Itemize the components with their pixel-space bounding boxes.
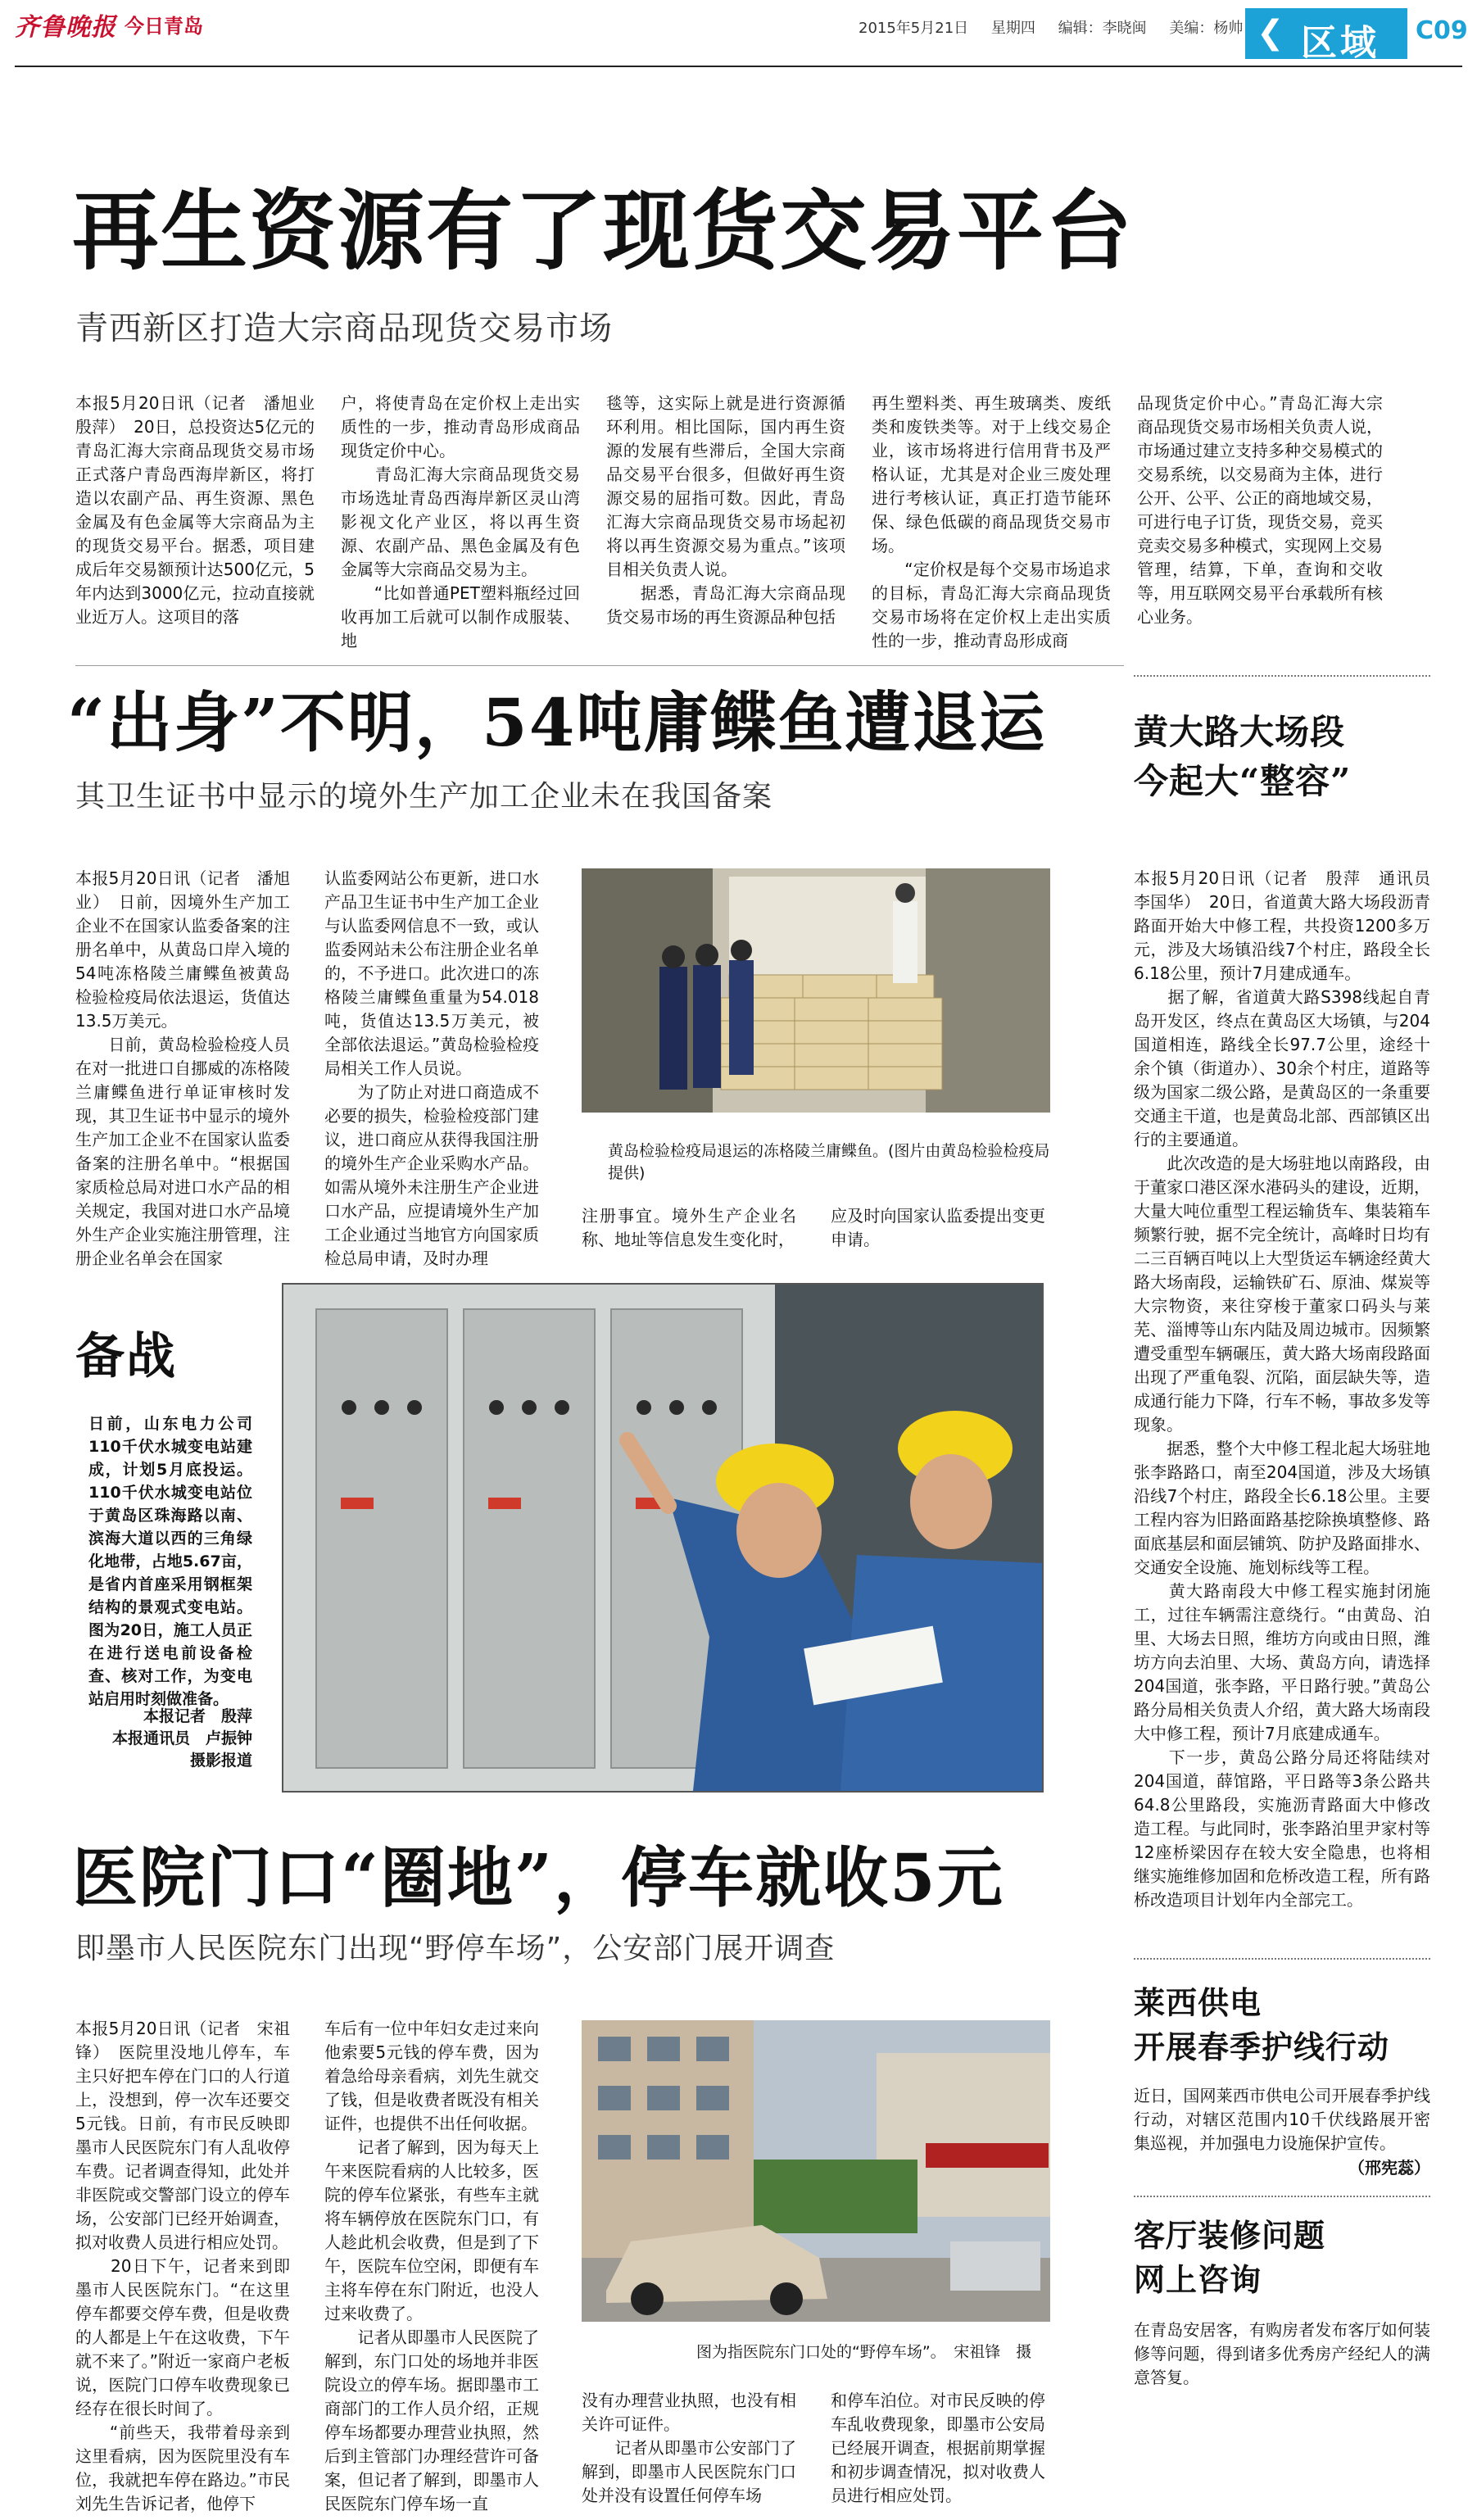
- article4-title: 医院门口“圈地”，停车就收5元: [72, 1839, 1004, 1916]
- article3-credit-2: 本报通讯员 卢振钟: [111, 1729, 252, 1747]
- side3-title-line-1: 客厅装修问题: [1134, 2217, 1326, 2254]
- header-rule: [15, 66, 1462, 67]
- article4-col-3: 没有办理营业执照，也没有相关许可证件。 记者从即墨市公安部门了解到，即墨市人民医院东门口处并没有设置任何停车场: [582, 2391, 796, 2505]
- article4-subtitle: 即墨市人民医院东门出现“野停车场”，公安部门展开调查: [75, 1932, 836, 1965]
- issue-weekday: 星期四: [990, 20, 1035, 37]
- article1-col-1: 本报5月20日讯（记者 潘旭业 殷萍） 20日，总投资达5亿元的青岛汇海大宗商品现货交易市场正式落户青岛西海岸新区，将打造以农副产品、再生资源、黑色金属及有色金属等大宗商品为主的现货交易平台。据悉，项目建成后年交易额预计达500亿元，5年内达到3000亿元，拉动直接就业近万人。这项目的落: [75, 393, 331, 627]
- side1-body: 本报5月20日讯（记者 殷萍 通讯员 李国华） 20日，省道黄大路大场段沥青路面开始大中修工程，共投资1200多万元，涉及大场镇沿线7个村庄，路段全长6.18公里，预计7月建成通车。 据了解，省道黄大路S398线起自青岛开发区，终点在黄岛区大场镇，与204国道相连，路线全长97.7公里，途经十余个镇（街道办）、30余个村庄，道路等级为国家二级公路，是黄岛区的一条重要交通主干道，也是黄岛北部、西部镇区出行的主要通道。 此次改造的是大场驻地以南路段，由于董家口港区深水港码头的建设，近期，大量大吨位重型工程运输货车、集装箱车频繁行驶，据不完全统计，高峰时日均有二三百辆百吨以上大型货运车辆途经黄大路大场南段，运输铁矿石、原油、煤炭等大宗物资，来往穿梭于董家口码头与莱芜、淄博等山东内陆及周边城市。因频繁遭受重型车辆碾压，黄大路大场南段路面出现了严重龟裂、沉陷，面层缺失等，造成通行能力下降，行车不畅，事故多发等现象。 据悉，整个大中修工程北起大场驻地张李路路口，南至204国道，涉及大场镇沿线7个村庄，路段全长6.18公里。主要工程内容为旧路面路基挖除换填整修、路面底基层和面层铺筑、防护及路面排水、交通安全设施、施划标线等工程。 黄大路南段大中修工程实施封闭施工，过往车辆需注意绕行。“由黄岛、泊里、大场去日照，维坊方向或由日照，潍坊方向去泊里、大场、黄岛方向，请选择204国道，张李路，平日路行驶。”黄岛公路分局相关负责人介绍，黄大路大场南段大中修工程，预计7月底建成通车。 下一步，黄岛公路分局还将陆续对204国道，薛馆路，平日路等3条公路共64.8公里路段，实施沥青路面大中修改造工程。与此同时，张李路泊里尹家村等12座桥梁因存在较大安全隐患，也将相继实施维修加固和危桥改造工程，所有路桥改造项目计划年内全部完工。: [1134, 868, 1430, 1910]
- side1-title-line-1: 黄大路大场段: [1134, 712, 1346, 752]
- article1-col-3: 毯等，这实际上就是进行资源循环利用。相比国际，国内再生资源的发展有些滞后，全国大宗商品交易平台很多，但做好再生资源交易的屈指可数。因此，青岛汇海大宗商品现货交易市场起初将以再生资源交易为重点。”该项目相关负责人说。 据悉，青岛汇海大宗商品现货交易市场的再生资源品种包括: [606, 393, 845, 627]
- section-tag-label: 区域: [1301, 22, 1380, 64]
- article2-title: “出身”不明，54吨庸鲽鱼遭退运: [67, 684, 1047, 761]
- article2-col-4: 应及时向国家认监委提出变更申请。: [831, 1206, 1045, 1249]
- designer-credit: 美编：杨帅: [1169, 20, 1244, 37]
- side3-body: 在青岛安居客，有购房者发布客厅如何装修等问题，得到诸多优秀房产经纪人的满意答复。: [1134, 2320, 1430, 2387]
- side1-title-line-2: 今起大“整容”: [1134, 761, 1352, 801]
- side2-title-line-1: 莱西供电: [1134, 1984, 1262, 2021]
- article1-col-5: 品现货定价中心。”青岛汇海大宗商品现货交易市场相关负责人说，市场通过建立支持多种交易模式的交易系统，以交易商为主体，进行公开、公平、公正的商地域交易，可进行电子订货，现货交易，竞买竞卖交易多种模式，实现网上交易管理，结算，下单，查询和交收等，用互联网交易平台承载所有核心业务。: [1137, 393, 1383, 627]
- article2-col-2: 认监委网站公布更新，进口水产品卫生证书中生产加工企业与认监委网信息不一致，或认监委网站未公布注册企业名单的，不予进口。此次进口的冻格陵兰庸鲽鱼重量为54.018吨，货值达13.5万美元，被全部依法退运。”黄岛检验检疫局相关工作人员说。 为了防止对进口商造成不必要的损失，检验检疫部门建议，进口商应从获得我国注册的境外生产企业采购水产品。如需从境外未注册生产企业进口水产品，应提请境外生产加工企业通过当地官方向国家质检总局申请，及时办理: [324, 868, 539, 1268]
- newspaper-logo: 齐鲁晚报: [15, 13, 116, 42]
- side2-title-line-2: 开展春季护线行动: [1134, 2028, 1390, 2065]
- article3-credits: [88, 1706, 252, 1772]
- section-tag: [1245, 8, 1407, 64]
- parking-photo-caption: 图为指医院东门口处的“野停车场”。 宋祖锋 摄: [696, 2343, 1032, 2361]
- fish-photo-caption: 黄岛检验检疫局退运的冻格陵兰庸鲽鱼。(图片由黄岛检验检疫局提供): [608, 1142, 1050, 1182]
- side2-credit: （邢宪蕊）: [1348, 2158, 1430, 2178]
- substation-photo: [282, 1283, 1044, 1793]
- side3-title-line-2: 网上咨询: [1134, 2261, 1262, 2298]
- article1-title: 再生资源有了现货交易平台: [72, 179, 1134, 282]
- issue-date: 2015年5月21日: [859, 20, 969, 37]
- side2-title: [1134, 1981, 1445, 2069]
- section-name: 今日青岛: [125, 15, 203, 38]
- sidebar-lower-divider: [1134, 2196, 1430, 2197]
- article3-credit-3: 摄影报道: [189, 1752, 252, 1770]
- article4-col-4: 和停车泊位。对市民反映的停车乱收费现象，即墨市公安局已经展开调查，根据前期掌握和初步调查情况，拟对收费人员进行相应处罚。: [831, 2391, 1045, 2505]
- sidebar-mid-divider: [1134, 1958, 1430, 1960]
- article4-col-2: 车后有一位中年妇女走过来向他索要5元钱的停车费，因为着急给母亲看病，刘先生就交了钱，但是收费者既没有相关证件，也提供不出任何收据。 记者了解到，因为每天上午来医院看病的人比较多，医院的停车位紧张，有些车主就将车辆停放在医院东门口，有人趁此机会收费，但是到了下午，医院车位空闲，即便有车主将车停在东门附近，也没人过来收费了。 记者从即墨市人民医院了解到，东门口处的场地并非医院设立的停车场。据即墨市工商部门的工作人员介绍，正规停车场都要办理营业执照，然后到主管部门办理经营许可备案，但记者了解到，即墨市人民医院东门停车场一直: [324, 2019, 539, 2513]
- article2-col-1: 本报5月20日讯（记者 潘旭业） 日前，因境外生产加工企业不在国家认监委备案的注册名单中，从黄岛口岸入境的54吨冻格陵兰庸鲽鱼被黄岛检验检疫局依法退运，货值达13.5万美元。 日前，黄岛检验检疫人员在对一批进口自挪威的冻格陵兰庸鲽鱼进行单证审核时发现，其卫生证书中显示的境外生产加工企业不在国家认监委备案的注册名单中。“根据国家质检总局对进口水产品的相关规定，我国对进口水产品境外生产企业实施注册管理，注册企业名单会在国家: [75, 868, 290, 1268]
- article2-subtitle: 其卫生证书中显示的境外生产加工企业未在我国备案: [75, 780, 773, 814]
- sidebar-top-divider: [1134, 675, 1430, 677]
- article3-body: 日前，山东电力公司110千伏水城变电站建成，计划5月底投运。110千伏水城变电站位于黄岛区珠海路以南、滨海大道以西的三角绿化地带，占地5.67亩，是省内首座采用钢框架结构的景观式变电站。图为20日，施工人员正在进行送电前设备检查、核对工作，为变电站启用时刻做准备。: [88, 1415, 252, 1708]
- chevron-icon: ❮: [1257, 14, 1284, 52]
- side3-title: [1134, 2214, 1445, 2302]
- article3-title: 备战: [75, 1328, 177, 1385]
- fish-warehouse-photo: [582, 868, 1050, 1113]
- side1-title: [1134, 708, 1445, 806]
- parking-lot-photo: [582, 2020, 1050, 2322]
- article1-divider: [75, 665, 1124, 666]
- editor-credit: 编辑：李晓闽: [1058, 20, 1147, 37]
- article1-subtitle: 青西新区打造大宗商品现货交易市场: [75, 310, 613, 347]
- article2-col-3: 注册事宜。境外生产企业名称、地址等信息发生变化时，: [582, 1206, 796, 1249]
- article3-credit-1: 本报记者 殷萍: [143, 1707, 252, 1725]
- article1-col-4: 再生塑料类、再生玻璃类、废纸类和废铁类等。对于上线交易企业，该市场将进行信用背书及严格认证，尤其是对企业三废处理进行考核认证，真正打造节能环保、绿色低碳的商品现货交易市场。 “定价权是每个交易市场追求的目标，青岛汇海大宗商品现货交易市场将在定价权上走出实质性的一步，推动青岛形成商: [872, 393, 1111, 650]
- issue-meta: [859, 16, 1261, 38]
- page-number: C09: [1416, 16, 1468, 45]
- article1-col-2: 户，将使青岛在定价权上走出实质性的一步，推动青岛形成商品现货定价中心。 青岛汇海大宗商品现货交易市场选址青岛西海岸新区灵山湾影视文化产业区，将以再生资源、农副产品、黑色金属及有色金属等大宗商品交易为主。 “比如普通PET塑料瓶经过回收再加工后就可以制作成服装、地: [341, 393, 580, 650]
- side2-body: 近日，国网莱西市供电公司开展春季护线行动，对辖区范围内10千伏线路展开密集巡视，并加强电力设施保护宣传。: [1134, 2086, 1430, 2153]
- article4-col-1: 本报5月20日讯（记者 宋祖锋） 医院里没地儿停车，车主只好把车停在门口的人行道上，没想到，停一次车还要交5元钱。日前，有市民反映即墨市人民医院东门有人乱收停车费。记者调查得知，此处并非医院或交警部门设立的停车场，公安部门已经开始调查，拟对收费人员进行相应处罚。 20日下午，记者来到即墨市人民医院东门。“在这里停车都要交停车费，但是收费的人都是上午在这收费，下午就不来了。”附近一家商户老板说，医院门口停车收费现象已经存在很长时间了。 “前些天，我带着母亲到这里看病，因为医院里没有车位，我就把车停在路边。”市民刘先生告诉记者，他停下: [75, 2019, 290, 2513]
